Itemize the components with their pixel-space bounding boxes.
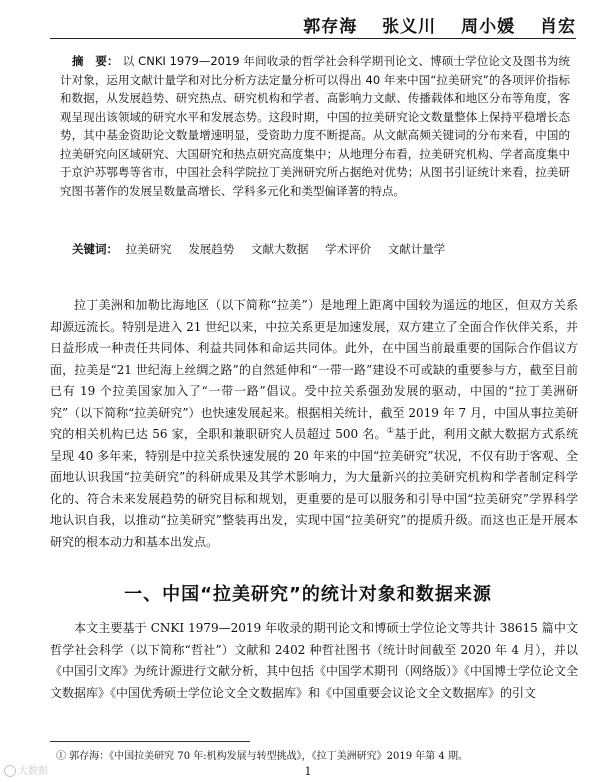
header-rule — [50, 38, 576, 39]
intro-paragraph — [50, 295, 578, 553]
author-name: 张义川 — [382, 17, 437, 37]
author-name: 肖宏 — [540, 17, 576, 37]
footnote: ① 郭存海：《中国拉美研究 70 年:机构发展与转型挑战》，《拉丁美洲研究》2019 年第 4 期。 — [56, 751, 468, 762]
intro-text-part1: 拉丁美洲和加勒比海地区（以下简称“拉美”）是地理上距离中国较为遥远的地区，但双方关系却源远流长。特别是进入 21 世纪以来，中拉关系更是加速发展，双方建立了全面合作伙伴关系，并日益形成一种责任共同体、利益共同体和命运共同体。此外，在中国当前最重要的国际合作倡议方面，拉美是“21 世纪海上丝绸之路”的自然延伸和“一带一路”建设不可或缺的重要参与方，截至目前已有 19 个拉美国家加入了“一带一路”倡议。受中拉关系强劲发展的驱动，中国的“拉丁美洲研究”（以下简称“拉美研究”）也快速发展起来。根据相关统计，截至 2019 年 7 月，中国从事拉美研究的相关机构已达 56 家，全职和兼职研究人员超过 500 名。 — [50, 298, 578, 441]
footnote-ref[interactable]: ① — [386, 426, 395, 435]
keyword: 文献大数据 — [250, 242, 309, 256]
page-number: 1 — [304, 765, 312, 778]
author-list — [285, 12, 576, 37]
keyword: 文献计量学 — [387, 242, 446, 256]
abstract-label: 摘 要： — [72, 54, 119, 68]
abstract — [60, 52, 570, 200]
keywords-label: 关键词： — [72, 242, 118, 256]
keywords — [72, 240, 572, 258]
intro-text-part2: 基于此，利用文献大数据方式系统呈现 40 多年来，特别是中拉关系快速发展的 20 年来的中国“拉美研究”状况，不仅有助于客观、全面地认识我国“拉美研究”的科研成果及其学术影响力，为大量新兴的拉美研究机构和学者制定科学化的、符合未来发展趋势的研究目标和规划，更重要的是可以服务和引导中国“拉美研究”学界科学地认识自我，以推动“拉美研究”整装再出发，实现中国“拉美研究”的提质升级。而这也正是开展本研究的根本动力和基本出发点。 — [50, 427, 578, 549]
author-name: 周小媛 — [461, 17, 516, 37]
abstract-text: 以 CNKI 1979—2019 年间收录的哲学社会科学期刊论文、博硕士学位论文及图书为统计对象，运用文献计量学和对比分析方法定量分析可以得出 40 年来中国“拉美研究”的各项评价指标和数据，从发展趋势、研究热点、研究机构和学者、高影响力文献、传播载体和地区分布等角度，客观呈现出该领域的研究水平和发展态势。这段时期，中国的拉美研究论文数量整体上保持平稳增长态势，其中基金资助论文数量增速明显，受资助力度不断提高。从文献高频关键词的分布来看，中国的拉美研究向区域研究、大国研究和热点研究高度集中；从地理分布看，拉美研究机构、学者高度集中于京沪苏鄂粤等省市，中国社会科学院拉丁美洲研究所占据绝对优势；从图书引证统计来看，拉美研究图书著作的发展呈数量高增长、学科多元化和类型偏译著的特点。 — [60, 54, 571, 198]
watermark-text: 大数据 — [18, 766, 48, 777]
keyword: 学术评价 — [325, 242, 372, 256]
section-heading: 一、中国“拉美研究”的统计对象和数据来源 — [124, 584, 492, 605]
keyword: 拉美研究 — [125, 242, 172, 256]
section-paragraph: 本文主要基于 CNKI 1979—2019 年收录的期刊论文和博硕士学位论文等共计 38615 篇中文哲学社会科学（以下简称“哲社”）文献和 2402 种哲社图书（统计时间截至 2020 年 4 月），并以《中国引文库》为统计源进行文献分析，其中包括《中国学术期刊（网络版）》《中国博士学位论文全文数据库》《中国优秀硕士学位论文全文数据库》和《中国重要会议论文全文数据库》的引文 — [50, 621, 579, 700]
author-name: 郭存海 — [303, 17, 358, 37]
footnote-rule — [50, 741, 250, 742]
keyword: 发展趋势 — [188, 242, 235, 256]
